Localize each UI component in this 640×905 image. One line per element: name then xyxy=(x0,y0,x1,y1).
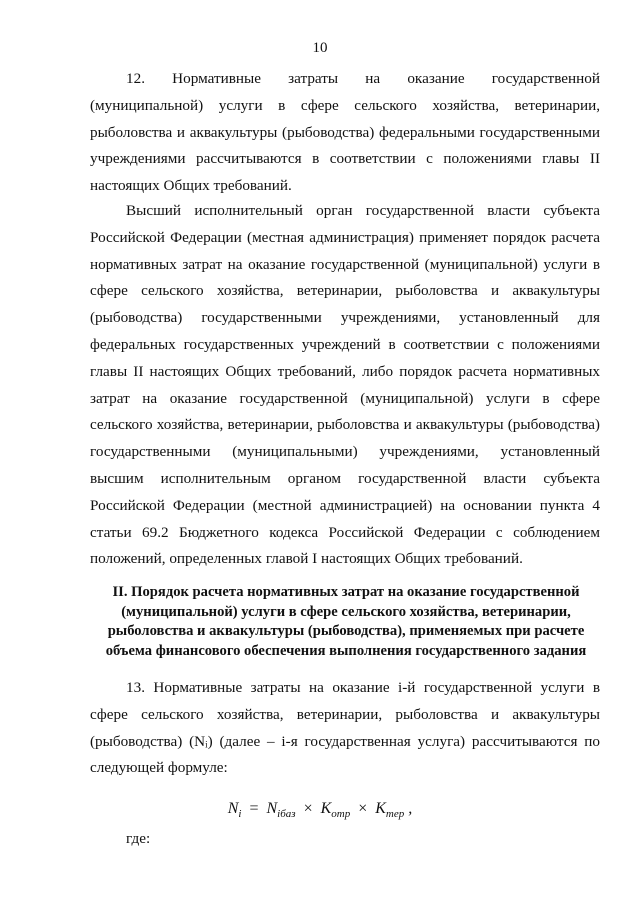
formula-base-sub: iбаз xyxy=(277,808,296,820)
formula-trail: , xyxy=(408,800,413,817)
formula-times-1: × xyxy=(303,800,313,817)
formula-k1: K xyxy=(320,800,332,817)
formula-lhs-sub: i xyxy=(238,808,242,820)
section-heading: II. Порядок расчета нормативных затрат на оказание государственной (муниципальной) услуги в сфере сельского хозяйства, ветеринарии, рыболовства и аквакультуры (рыбоводства), применяемых при расчете объема финансового обеспечения выполнения государственного задания xyxy=(105,584,587,659)
paragraph-13: 13. Нормативные затраты на оказание i-й государственной услуги в сфере сельского хозяйства, ветеринарии, рыболовства и аквакультуры (рыбоводства) (Nᵢ) (далее – i-я государственная услуга) рассчитываются по следующей формуле: xyxy=(90,679,600,777)
formula-k2-sub: тер xyxy=(385,808,405,820)
formula-times-2: × xyxy=(358,800,368,817)
formula-base: N xyxy=(266,800,278,817)
page-number: 10 xyxy=(312,40,328,56)
formula-k2: K xyxy=(375,800,386,817)
formula xyxy=(0,800,640,820)
paragraph-regional-procedure: Высший исполнительный орган государственной власти субъекта Российской Федерации (местная администрация) применяет порядок расчета нормативных затрат на оказание государственной (муниципальной) услуги в сфере сельского хозяйства, ветеринарии, рыболовства и аквакультуры (рыбоводства) государственными учреждениями, установленный для федеральных государственных учреждений в соответствии с положениями главы II настоящих Общих требований, либо порядок расчета нормативных затрат на оказание государственной (муниципальной) услуги в сфере сельского хозяйства, ветеринарии, рыболовства и аквакультуры (рыбоводства) государственными (муниципальными) учреждениями, установленный высшим исполнительным органом государственной власти субъекта Российской Федерации (местной администрацией) на основании пункта 4 статьи 69.2 Бюджетного кодекса Российской Федерации с соблюдением положений, определенных главой I настоящих Общих требований. xyxy=(90,202,600,568)
formula-equals: = xyxy=(249,800,259,817)
where-label: где: xyxy=(126,830,151,847)
formula-lhs: N xyxy=(227,800,239,817)
formula-k1-sub: отр xyxy=(331,808,351,820)
paragraph-12: 12. Нормативные затраты на оказание государственной (муниципальной) услуги в сфере сельского хозяйства, ветеринарии, рыболовства и аквакультуры (рыбоводства) федеральными государственными учреждениями рассчитываются в соответствии с положениями главы II настоящих Общих требований. xyxy=(90,70,600,195)
